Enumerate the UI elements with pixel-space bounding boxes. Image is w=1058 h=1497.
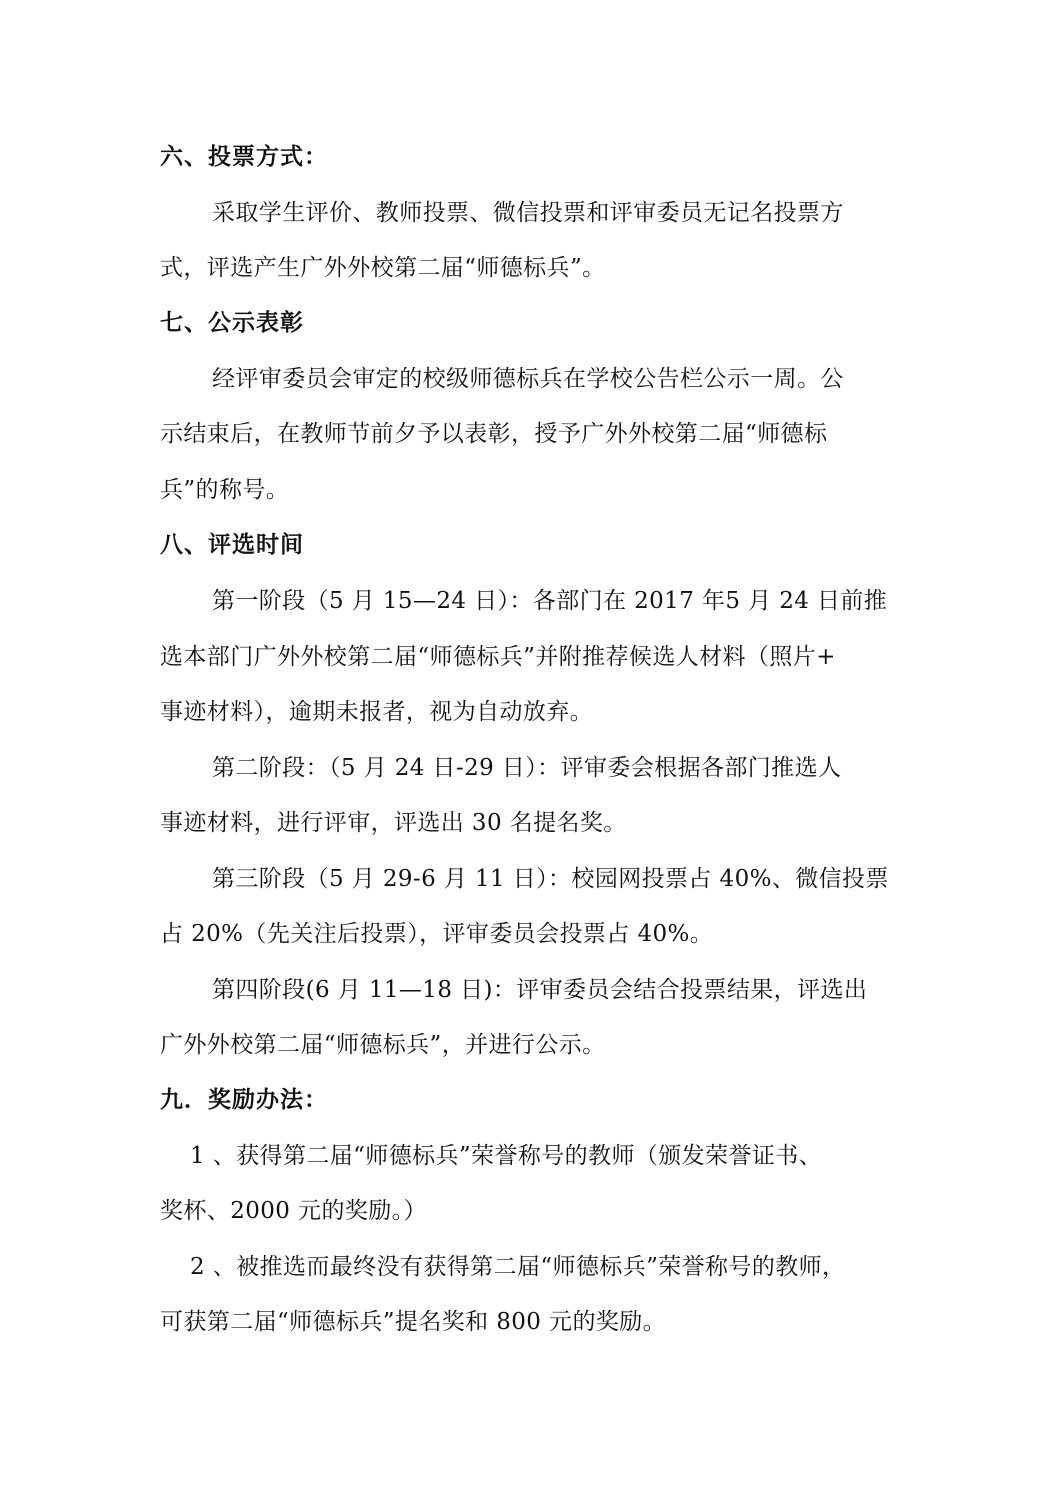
paragraph-line: 奖杯、2000 元的奖励。）	[160, 1198, 427, 1224]
paragraph-line: 第四阶段(6 月 11—18 日)：评审委员会结合投票结果，评选出	[212, 977, 868, 1003]
section-heading-publicity: 七、公示表彰	[160, 310, 304, 336]
paragraph-line: 兵”的称号。	[160, 477, 290, 503]
paragraph-line: 选本部门广外外校第二届“师德标兵”并附推荐候选人材料（照片+	[160, 644, 836, 670]
paragraph-line: 事迹材料，进行评审，评选出 30 名提名奖。	[160, 810, 627, 836]
paragraph-line: 第二阶段：（5 月 24 日-29 日）：评审委会根据各部门推选人	[212, 755, 842, 781]
section-heading-selection-time: 八、评选时间	[160, 532, 304, 558]
paragraph-line: 示结束后，在教师节前夕予以表彰，授予广外外校第二届“师德标	[160, 421, 828, 447]
paragraph-line: 2 、被推选而最终没有获得第二届“师德标兵”荣誉称号的教师，	[190, 1254, 846, 1280]
paragraph-line: 第三阶段（5 月 29-6 月 11 日）：校园网投票占 40%、微信投票	[212, 866, 889, 892]
section-heading-rewards: 九．奖励办法：	[160, 1087, 328, 1113]
section-heading-voting-method: 六、投票方式：	[160, 144, 328, 170]
paragraph-line: 可获第二届“师德标兵”提名奖和 800 元的奖励。	[160, 1309, 667, 1335]
paragraph-line: 占 20%（先关注后投票），评审委员会投票占 40%。	[160, 921, 714, 947]
paragraph-line: 广外外校第二届“师德标兵”，并进行公示。	[160, 1032, 606, 1058]
paragraph-line: 事迹材料），逾期未报者，视为自动放弃。	[160, 699, 594, 725]
paragraph-line: 式，评选产生广外外校第二届“师德标兵”。	[160, 255, 606, 281]
paragraph-line: 经评审委员会审定的校级师德标兵在学校公告栏公示一周。公	[212, 366, 844, 392]
paragraph-line: 第一阶段（5 月 15—24 日）：各部门在 2017 年5 月 24 日前推	[212, 588, 888, 614]
paragraph-line: 1 、获得第二届“师德标兵”荣誉称号的教师（颁发荣誉证书、	[190, 1143, 823, 1169]
paragraph-line: 采取学生评价、教师投票、微信投票和评审委员无记名投票方	[212, 200, 844, 226]
